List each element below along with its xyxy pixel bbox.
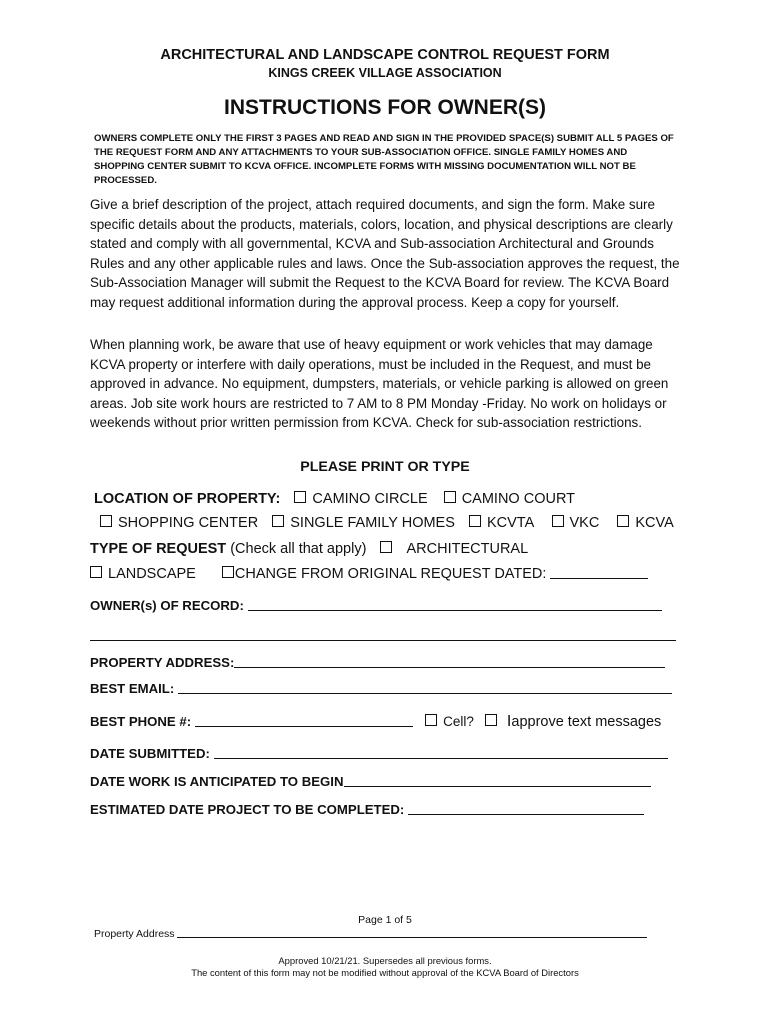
location-label: LOCATION OF PROPERTY:: [94, 491, 281, 507]
email-field: [90, 681, 672, 696]
footer-property-address: [94, 928, 647, 940]
option-change-request: CHANGE FROM ORIGINAL REQUEST DATED:: [234, 566, 547, 582]
date-submitted-field: [90, 746, 668, 761]
request-type-hint: (Check all that apply): [230, 541, 367, 557]
option-kcva: KCVA: [635, 515, 674, 531]
location-row-2: [100, 515, 674, 531]
change-date-line[interactable]: [550, 566, 648, 579]
option-camino-circle: CAMINO CIRCLE: [312, 491, 428, 507]
date-complete-label: ESTIMATED DATE PROJECT TO BE COMPLETED:: [90, 802, 405, 817]
footer-property-address-line[interactable]: [177, 928, 647, 938]
date-submitted-label: DATE SUBMITTED:: [90, 746, 210, 761]
text-approval-i: I: [506, 713, 512, 730]
owners-line-2[interactable]: [90, 640, 676, 641]
email-line[interactable]: [178, 681, 672, 694]
checkbox-camino-court[interactable]: [444, 491, 456, 503]
checkbox-change-request[interactable]: [222, 566, 234, 578]
option-kcvta: KCVTA: [486, 515, 534, 531]
phone-label: BEST PHONE #:: [90, 714, 192, 729]
option-camino-court: CAMINO COURT: [461, 491, 576, 507]
email-label: BEST EMAIL:: [90, 681, 175, 696]
checkbox-architectural[interactable]: [380, 541, 392, 553]
checkbox-text-approval[interactable]: [485, 714, 497, 726]
option-landscape: LANDSCAPE: [108, 566, 196, 582]
instructions-paragraph-1: Give a brief description of the project, attach required documents, and sign the form. Make sure specific details about the products, materials, colors, location, and physical descriptions are clearly stated and comply with all governmental, KCVA and Sub-association Architectural and Grounds Rules and any other applicable rules and laws. Once the Sub-association approves the request, the Sub-Association Manager will submit the Request to the KCVA Board for review. The KCVA Board may request additional information during the approval process. Keep a copy for yourself.: [90, 197, 680, 310]
instructions-paragraph-2: When planning work, be aware that use of heavy equipment or work vehicles that may damage KCVA property or interfere with daily operations, must be included in the Request, and must be approved in advance. No equipment, dumpsters, materials, or vehicle parking is allowed on green areas. Job site work hours are restricted to 7 AM to 8 PM Monday -Friday. No work on holidays or weekends without prior written permission from KCVA. Check for sub-association restrictions.: [90, 337, 669, 431]
checkbox-kcvta[interactable]: [469, 515, 481, 527]
date-submitted-line[interactable]: [214, 746, 668, 759]
cell-label: Cell?: [443, 714, 474, 729]
instructions-title: INSTRUCTIONS FOR OWNER(S): [224, 96, 546, 119]
request-type-label: TYPE OF REQUEST: [90, 541, 227, 557]
owners-line[interactable]: [248, 598, 662, 611]
page-number: Page 1 of 5: [358, 914, 412, 926]
checkbox-landscape[interactable]: [90, 566, 102, 578]
checkbox-vkc[interactable]: [552, 515, 564, 527]
print-heading: PLEASE PRINT OR TYPE: [300, 459, 470, 475]
checkbox-single-family-homes[interactable]: [272, 515, 284, 527]
owner-instructions: OWNERS COMPLETE ONLY THE FIRST 3 PAGES AND READ AND SIGN IN THE PROVIDED SPACE(S) SUBMIT ALL 5 PAGES OF THE REQUEST FORM AND ANY ATTACHMENTS TO YOUR SUB-ASSOCIATION OFFICE. SINGLE FAMILY HOMES AND SHOPPING CENTER SUBMIT TO KCVA OFFICE. INCOMPLETE FORMS WITH MISSING DOCUMENTATION WILL NOT BE PROCESSED.: [94, 133, 674, 186]
option-vkc: VKC: [569, 515, 600, 531]
option-single-family-homes: SINGLE FAMILY HOMES: [290, 515, 455, 531]
phone-field: [90, 713, 661, 731]
date-begin-field: [90, 774, 651, 789]
property-address-line[interactable]: [234, 655, 665, 668]
request-type-row-2: [90, 566, 648, 582]
property-address-label: PROPERTY ADDRESS:: [90, 655, 235, 670]
owners-field: [90, 598, 662, 613]
property-address-field: [90, 655, 665, 670]
option-shopping-center: SHOPPING CENTER: [118, 515, 259, 531]
date-complete-field: [90, 802, 644, 817]
form-title: ARCHITECTURAL AND LANDSCAPE CONTROL REQUEST FORM: [160, 47, 610, 63]
request-type-row-1: [90, 541, 528, 557]
checkbox-camino-circle[interactable]: [294, 491, 306, 503]
owners-label: OWNER(s) OF RECORD:: [90, 598, 244, 613]
text-approval-label: approve text messages: [511, 714, 662, 730]
date-begin-line[interactable]: [344, 774, 651, 787]
option-architectural: ARCHITECTURAL: [406, 541, 529, 557]
date-begin-label: DATE WORK IS ANTICIPATED TO BEGIN: [90, 774, 344, 789]
location-row-1: [94, 491, 575, 507]
date-complete-line[interactable]: [408, 802, 644, 815]
footer-property-address-label: Property Address: [94, 928, 175, 940]
phone-line[interactable]: [195, 714, 413, 727]
association-name: KINGS CREEK VILLAGE ASSOCIATION: [268, 66, 502, 80]
checkbox-kcva[interactable]: [617, 515, 629, 527]
approval-note: Approved 10/21/21. Supersedes all previous forms.: [278, 955, 492, 966]
checkbox-shopping-center[interactable]: [100, 515, 112, 527]
checkbox-cell[interactable]: [425, 714, 437, 726]
modification-notice: The content of this form may not be modified without approval of the KCVA Board of Directors: [191, 967, 579, 978]
